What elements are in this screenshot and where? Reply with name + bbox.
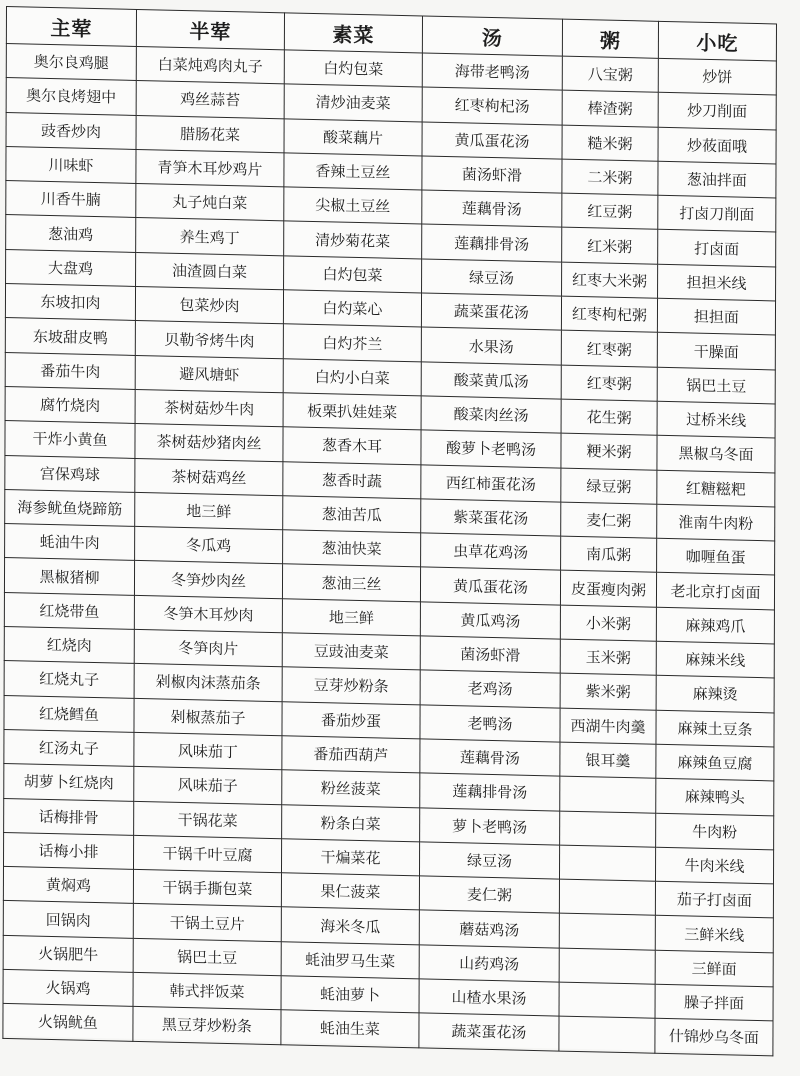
cell-main-meat: 蚝油牛肉 [5, 524, 135, 561]
cell-main-meat: 火锅鱿鱼 [3, 1004, 133, 1041]
cell-snack: 牛肉米线 [655, 847, 773, 884]
header-congee: 粥 [562, 19, 658, 58]
header-soup: 汤 [422, 16, 562, 56]
cell-half-meat: 包菜炒肉 [135, 287, 283, 325]
cell-main-meat: 东坡甜皮鸭 [5, 318, 135, 355]
cell-vegetable: 地三鲜 [282, 599, 420, 636]
cell-main-meat: 红汤丸子 [4, 729, 134, 766]
cell-snack: 担担面 [657, 298, 775, 335]
cell-snack: 红糖糍粑 [657, 470, 775, 507]
cell-half-meat: 油渣圆白菜 [136, 252, 284, 290]
cell-vegetable: 板栗扒娃娃菜 [283, 393, 421, 430]
cell-snack: 麻辣米线 [656, 641, 774, 678]
cell-half-meat: 茶树菇鸡丝 [135, 458, 283, 496]
cell-vegetable: 白灼小白菜 [283, 358, 421, 395]
cell-congee: 八宝粥 [562, 56, 658, 92]
cell-snack: 淮南牛肉粉 [657, 504, 775, 541]
cell-vegetable: 清炒油麦菜 [284, 84, 422, 121]
header-snack: 小吃 [658, 21, 776, 61]
cell-soup: 酸萝卜老鸭汤 [421, 430, 561, 467]
cell-main-meat: 黑椒猪柳 [4, 558, 134, 595]
cell-main-meat: 红烧肉 [4, 627, 134, 664]
cell-congee: 麦仁粥 [561, 502, 657, 538]
cell-soup: 蔬菜蛋花汤 [419, 1013, 559, 1050]
cell-congee [559, 845, 655, 881]
cell-main-meat: 东坡扣肉 [5, 284, 135, 321]
cell-congee: 粳米粥 [561, 433, 657, 469]
cell-half-meat: 地三鲜 [135, 492, 283, 530]
cell-vegetable: 番茄炒蛋 [282, 701, 420, 738]
cell-soup: 虫草花鸡汤 [421, 533, 561, 570]
cell-main-meat: 番茄牛肉 [5, 352, 135, 389]
cell-snack: 炒饼 [658, 58, 776, 95]
cell-soup: 西红柿蛋花汤 [421, 464, 561, 501]
cell-vegetable: 清炒菊花菜 [284, 221, 422, 258]
cell-main-meat: 海参鱿鱼烧蹄筋 [5, 489, 135, 526]
cell-snack: 老北京打卤面 [656, 573, 774, 610]
cell-soup: 黄瓜鸡汤 [420, 602, 560, 639]
cell-half-meat: 锅巴土豆 [133, 938, 281, 976]
cell-half-meat: 丸子炖白菜 [136, 184, 284, 222]
cell-vegetable: 葱香木耳 [283, 427, 421, 464]
cell-half-meat: 干锅千叶豆腐 [133, 835, 281, 873]
cell-snack: 过桥米线 [657, 401, 775, 438]
cell-half-meat: 冬瓜鸡 [135, 527, 283, 565]
cell-snack: 打卤刀削面 [658, 195, 776, 232]
cell-soup: 山楂水果汤 [419, 979, 559, 1016]
cell-main-meat: 豉香炒肉 [6, 112, 136, 149]
cell-main-meat: 红烧鳕鱼 [4, 695, 134, 732]
cell-congee: 西湖牛肉羹 [560, 708, 656, 744]
cell-half-meat: 茶树菇炒牛肉 [135, 389, 283, 427]
cell-congee: 红米粥 [562, 228, 658, 264]
cell-half-meat: 养生鸡丁 [136, 218, 284, 256]
cell-congee: 棒渣粥 [562, 90, 658, 126]
cell-half-meat: 白菜炖鸡肉丸子 [136, 46, 284, 84]
cell-snack: 葱油拌面 [658, 161, 776, 198]
header-half-meat: 半荤 [136, 9, 284, 49]
cell-main-meat: 话梅小排 [3, 832, 133, 869]
cell-main-meat: 红烧带鱼 [4, 592, 134, 629]
cell-main-meat: 大盘鸡 [6, 249, 136, 286]
cell-soup: 山药鸡汤 [419, 945, 559, 982]
cell-snack: 黑椒乌冬面 [657, 436, 775, 473]
cell-congee: 红枣大米粥 [562, 262, 658, 298]
cell-soup: 绿豆汤 [419, 842, 559, 879]
cell-vegetable: 干煸菜花 [281, 839, 419, 876]
cell-congee [559, 913, 655, 949]
cell-snack: 炒刀削面 [658, 93, 776, 130]
cell-main-meat: 川味虾 [6, 146, 136, 183]
cell-snack: 担担米线 [658, 264, 776, 301]
cell-congee: 银耳羹 [560, 742, 656, 778]
cell-half-meat: 韩式拌饭菜 [133, 972, 281, 1010]
cell-congee [560, 776, 656, 812]
cell-half-meat: 冬笋木耳炒肉 [134, 595, 282, 633]
cell-congee [559, 948, 655, 984]
cell-vegetable: 海米冬瓜 [281, 907, 419, 944]
cell-congee: 红枣枸杞粥 [561, 296, 657, 332]
cell-soup: 萝卜老鸭汤 [420, 807, 560, 844]
cell-congee [559, 879, 655, 915]
cell-soup: 莲藕排骨汤 [422, 224, 562, 261]
cell-congee: 糙米粥 [562, 125, 658, 161]
cell-snack: 什锦炒乌冬面 [655, 1019, 773, 1056]
cell-half-meat: 冬笋肉片 [134, 629, 282, 667]
cell-soup: 水果汤 [421, 327, 561, 364]
cell-soup: 老鸭汤 [420, 705, 560, 742]
cell-congee: 红枣粥 [561, 365, 657, 401]
cell-main-meat: 回锅肉 [3, 901, 133, 938]
cell-congee: 红枣粥 [561, 330, 657, 366]
cell-congee [560, 811, 656, 847]
cell-half-meat: 贝勒爷烤牛肉 [135, 321, 283, 359]
cell-soup: 莲藕骨汤 [420, 739, 560, 776]
cell-main-meat: 火锅鸡 [3, 969, 133, 1006]
cell-soup: 红枣枸杞汤 [422, 87, 562, 124]
cell-congee: 红豆粥 [562, 193, 658, 229]
menu-body [3, 44, 776, 1056]
cell-half-meat: 风味茄丁 [134, 732, 282, 770]
cell-snack: 炒莜面哦 [658, 127, 776, 164]
cell-vegetable: 豆豉油麦菜 [282, 633, 420, 670]
cell-vegetable: 白灼包菜 [284, 256, 422, 293]
cell-congee: 小米粥 [560, 605, 656, 641]
cell-half-meat: 干锅手撕包菜 [133, 870, 281, 908]
cell-soup: 菌汤虾滑 [420, 636, 560, 673]
cell-snack: 臊子拌面 [655, 984, 773, 1021]
cell-half-meat: 冬笋炒肉丝 [134, 561, 282, 599]
cell-vegetable: 粉丝菠菜 [282, 770, 420, 807]
cell-vegetable: 葱油苦瓜 [283, 496, 421, 533]
cell-vegetable: 白灼包菜 [284, 50, 422, 87]
cell-soup: 紫菜蛋花汤 [421, 499, 561, 536]
cell-half-meat: 黑豆芽炒粉条 [133, 1007, 281, 1045]
cell-main-meat: 川香牛腩 [6, 181, 136, 218]
cell-main-meat: 胡萝卜红烧肉 [4, 764, 134, 801]
cell-vegetable: 香辣土豆丝 [284, 153, 422, 190]
cell-snack: 麻辣鸭头 [656, 778, 774, 815]
cell-vegetable: 番茄西葫芦 [282, 736, 420, 773]
cell-congee [559, 1016, 655, 1052]
cell-main-meat: 干炸小黄鱼 [5, 421, 135, 458]
cell-soup: 蘑菇鸡汤 [419, 910, 559, 947]
cell-congee: 南瓜粥 [561, 536, 657, 572]
cell-vegetable: 粉条白菜 [282, 804, 420, 841]
cell-congee [559, 982, 655, 1018]
cell-snack: 锅巴土豆 [657, 367, 775, 404]
cell-half-meat: 腊肠花菜 [136, 115, 284, 153]
cell-congee: 紫米粥 [560, 673, 656, 709]
cell-main-meat: 腐竹烧肉 [5, 386, 135, 423]
cell-snack: 麻辣烫 [656, 676, 774, 713]
cell-main-meat: 葱油鸡 [6, 215, 136, 252]
cell-vegetable: 蚝油萝卜 [281, 976, 419, 1013]
cell-vegetable: 蚝油生菜 [281, 1010, 419, 1047]
cell-soup: 麦仁粥 [419, 876, 559, 913]
header-main-meat: 主荤 [6, 7, 136, 47]
cell-soup: 酸菜肉丝汤 [421, 396, 561, 433]
cell-half-meat: 避风塘虾 [135, 355, 283, 393]
cell-half-meat: 干锅花菜 [134, 801, 282, 839]
cell-soup: 菌汤虾滑 [422, 156, 562, 193]
cell-snack: 咖喱鱼蛋 [657, 538, 775, 575]
cell-snack: 打卤面 [658, 230, 776, 267]
cell-soup: 蔬菜蛋花汤 [421, 293, 561, 330]
cell-vegetable: 蚝油罗马生菜 [281, 941, 419, 978]
cell-congee: 花生粥 [561, 399, 657, 435]
cell-vegetable: 白灼菜心 [283, 290, 421, 327]
cell-snack: 牛肉粉 [656, 813, 774, 850]
cell-congee: 二米粥 [562, 159, 658, 195]
cell-vegetable: 豆芽炒粉条 [282, 667, 420, 704]
menu-sheet [2, 6, 776, 1053]
cell-soup: 黄瓜蛋花汤 [420, 567, 560, 604]
cell-soup: 莲藕排骨汤 [420, 773, 560, 810]
cell-snack: 三鲜米线 [655, 916, 773, 953]
cell-vegetable: 葱油快菜 [283, 530, 421, 567]
cell-soup: 绿豆汤 [422, 259, 562, 296]
cell-vegetable: 酸菜藕片 [284, 118, 422, 155]
cell-main-meat: 黄焖鸡 [3, 867, 133, 904]
cell-half-meat: 茶树菇炒猪肉丝 [135, 424, 283, 462]
cell-vegetable: 果仁菠菜 [281, 873, 419, 910]
cell-main-meat: 红烧丸子 [4, 661, 134, 698]
cell-half-meat: 青笋木耳炒鸡片 [136, 149, 284, 187]
cell-vegetable: 尖椒土豆丝 [284, 187, 422, 224]
cell-vegetable: 葱油三丝 [282, 564, 420, 601]
cell-half-meat: 风味茄子 [134, 767, 282, 805]
cell-vegetable: 葱香时蔬 [283, 461, 421, 498]
cell-vegetable: 白灼芥兰 [283, 324, 421, 361]
cell-snack: 茄子打卤面 [655, 881, 773, 918]
cell-main-meat: 火锅肥牛 [3, 935, 133, 972]
cell-main-meat: 话梅排骨 [4, 798, 134, 835]
cell-snack: 麻辣鱼豆腐 [656, 744, 774, 781]
menu-table [2, 6, 777, 1056]
header-vegetable: 素菜 [284, 13, 422, 53]
cell-main-meat: 奥尔良烤翅中 [6, 78, 136, 115]
cell-half-meat: 鸡丝蒜苔 [136, 81, 284, 119]
cell-snack: 干臊面 [657, 333, 775, 370]
cell-snack: 三鲜面 [655, 950, 773, 987]
cell-half-meat: 剁椒蒸茄子 [134, 698, 282, 736]
cell-snack: 麻辣鸡爪 [656, 607, 774, 644]
cell-soup: 黄瓜蛋花汤 [422, 122, 562, 159]
cell-soup: 莲藕骨汤 [422, 190, 562, 227]
cell-soup: 老鸡汤 [420, 670, 560, 707]
cell-snack: 麻辣土豆条 [656, 710, 774, 747]
cell-congee: 玉米粥 [560, 639, 656, 675]
cell-half-meat: 干锅土豆片 [133, 904, 281, 942]
cell-soup: 海带老鸭汤 [422, 53, 562, 90]
cell-soup: 酸菜黄瓜汤 [421, 362, 561, 399]
cell-congee: 绿豆粥 [561, 468, 657, 504]
cell-main-meat: 宫保鸡球 [5, 455, 135, 492]
cell-main-meat: 奥尔良鸡腿 [6, 44, 136, 81]
cell-half-meat: 剁椒肉沫蒸茄条 [134, 664, 282, 702]
cell-congee: 皮蛋瘦肉粥 [560, 571, 656, 607]
